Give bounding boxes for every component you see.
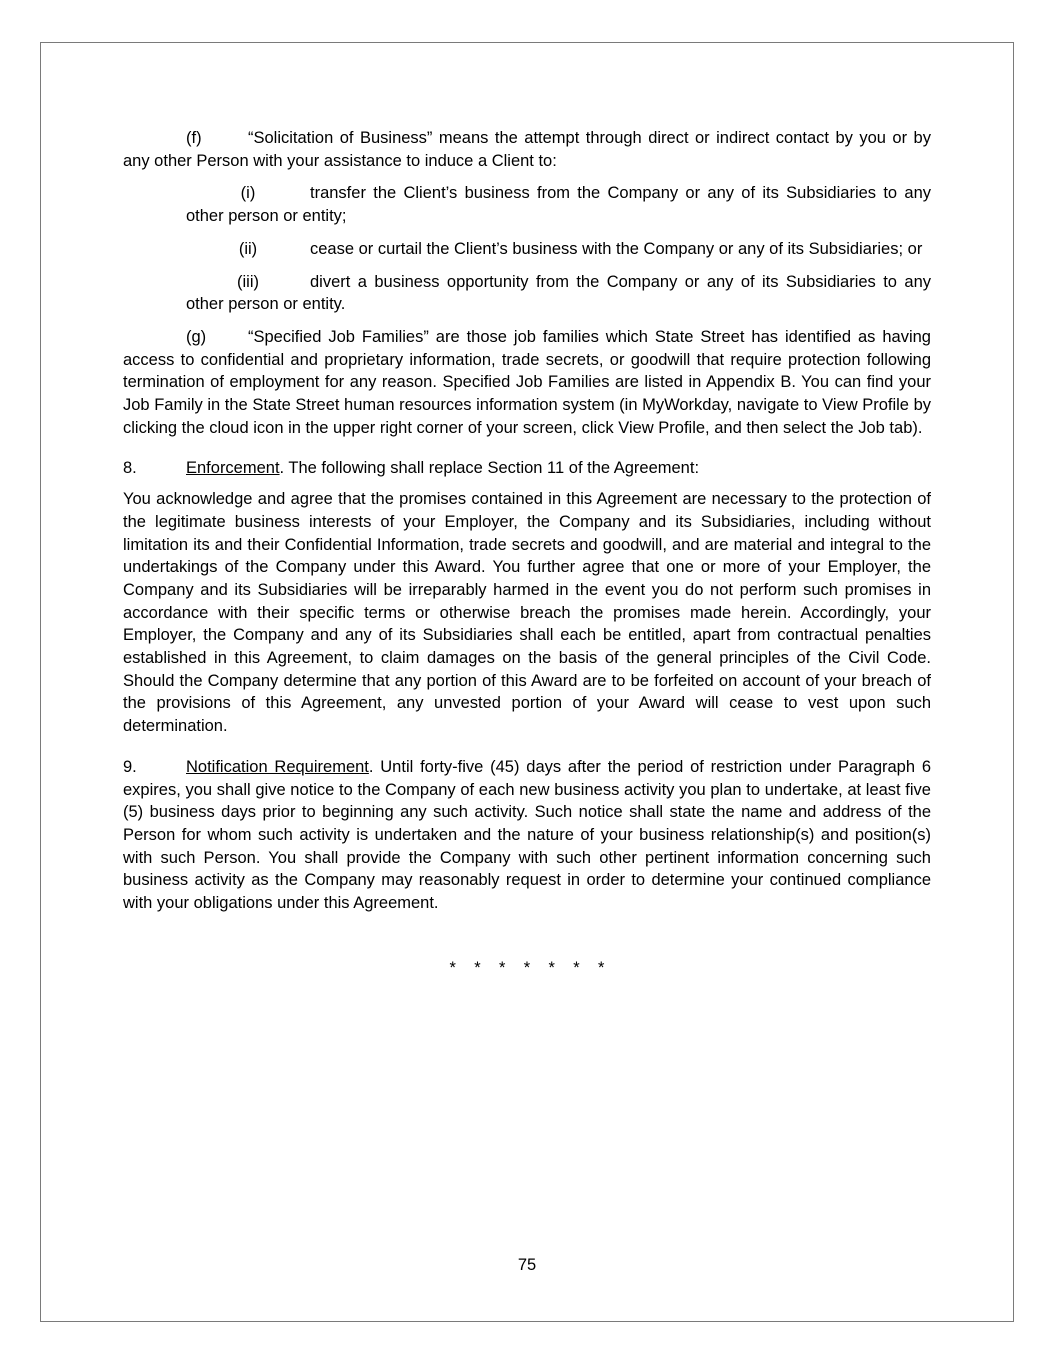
definition-f-item-ii-label: (ii) (238, 239, 258, 258)
definition-f-item-iii (186, 271, 931, 316)
definition-g (123, 326, 931, 440)
definition-f-item-iii-text: divert a business opportunity from the Company or any of its Subsidiaries to any other person or entity. (186, 272, 931, 314)
definition-g-label: (g) (186, 327, 207, 346)
definition-f-label: (f) (186, 129, 202, 147)
section-8-heading-line (123, 457, 931, 480)
definition-f-item-i-text: transfer the Client’s business from the Company or any of its Subsidiaries to any other person or entity; (186, 184, 931, 226)
section-8-heading: Enforcement (186, 459, 280, 478)
section-9-heading: Notification Requirement (186, 757, 369, 776)
page-number: 75 (517, 1256, 537, 1274)
section-8-number: 8. (123, 459, 137, 478)
section-8-heading-suffix: . The following shall replace Section 11 of the Agreement: (279, 459, 700, 478)
definition-f-item-i-label: (i) (240, 184, 256, 203)
asterisk-separator: * * * * * * * (449, 958, 605, 977)
definition-f (123, 127, 931, 172)
definition-f-item-iii-label: (iii) (237, 272, 259, 291)
definition-g-text: “Specified Job Families” are those job families which State Street has identified as having access to confidential and proprietary information, trade secrets, or goodwill that require protection following termination of employment for any reason. Specified Job Families are listed in Appendix B. You can find your Job Family in the State Street human resources information system (in MyWorkday, navigate to View Profile by clicking the cloud icon in the upper right corner of your screen, click View Profile, and then select the Job tab). (123, 327, 931, 437)
definition-f-item-ii (186, 238, 931, 261)
section-9-text: . Until forty-five (45) days after the period of restriction under Paragraph 6 expires, you shall give notice to the Company of each new business activity you plan to undertake, at least five (5) business days prior to beginning any such activity. Such notice shall state the name and address of the Person for whom such activity is undertaken and the nature of your business relationship(s) and position(s) with such Person. You shall provide the Company with such other pertinent information concerning such business activity as the Company may reasonably request in order to determine your continued compliance with your obligations under this Agreement. (123, 757, 932, 913)
definition-f-item-i (186, 182, 931, 227)
document-content (123, 127, 931, 980)
section-9-paragraph (123, 756, 931, 915)
definition-f-item-ii-text: cease or curtail the Client’s business with the Company or any of its Subsidiaries; or (310, 239, 923, 258)
section-8-body: You acknowledge and agree that the promises contained in this Agreement are necessary to the protection of the legitimate business interests of your Employer, the Company and its Subsidiaries, including without limitation its and their Confidential Information, trade secrets and goodwill, and are material and integral to the undertakings of the Company under this Award. You further agree that one or more of your Employer, the Company and its Subsidiaries will be irreparably harmed in the event you do not perform such promises in accordance with their specific terms or otherwise breach the promises made herein. Accordingly, your Employer, the Company and any of its Subsidiaries shall each be entitled, apart from contractual penalties established in this Agreement, to claim damages on the basis of the general principles of the Civil Code. Should the Company determine that any portion of this Award are to be forfeited on account of your breach of the provisions of this Agreement, any unvested portion of your Award will cease to vest upon such determination. (123, 490, 931, 736)
page-border (40, 42, 1014, 1322)
definition-f-text: “Solicitation of Business” means the attempt through direct or indirect contact by you or by any other Person with your assistance to induce a Client to: (123, 129, 931, 170)
section-9-number: 9. (123, 757, 137, 776)
